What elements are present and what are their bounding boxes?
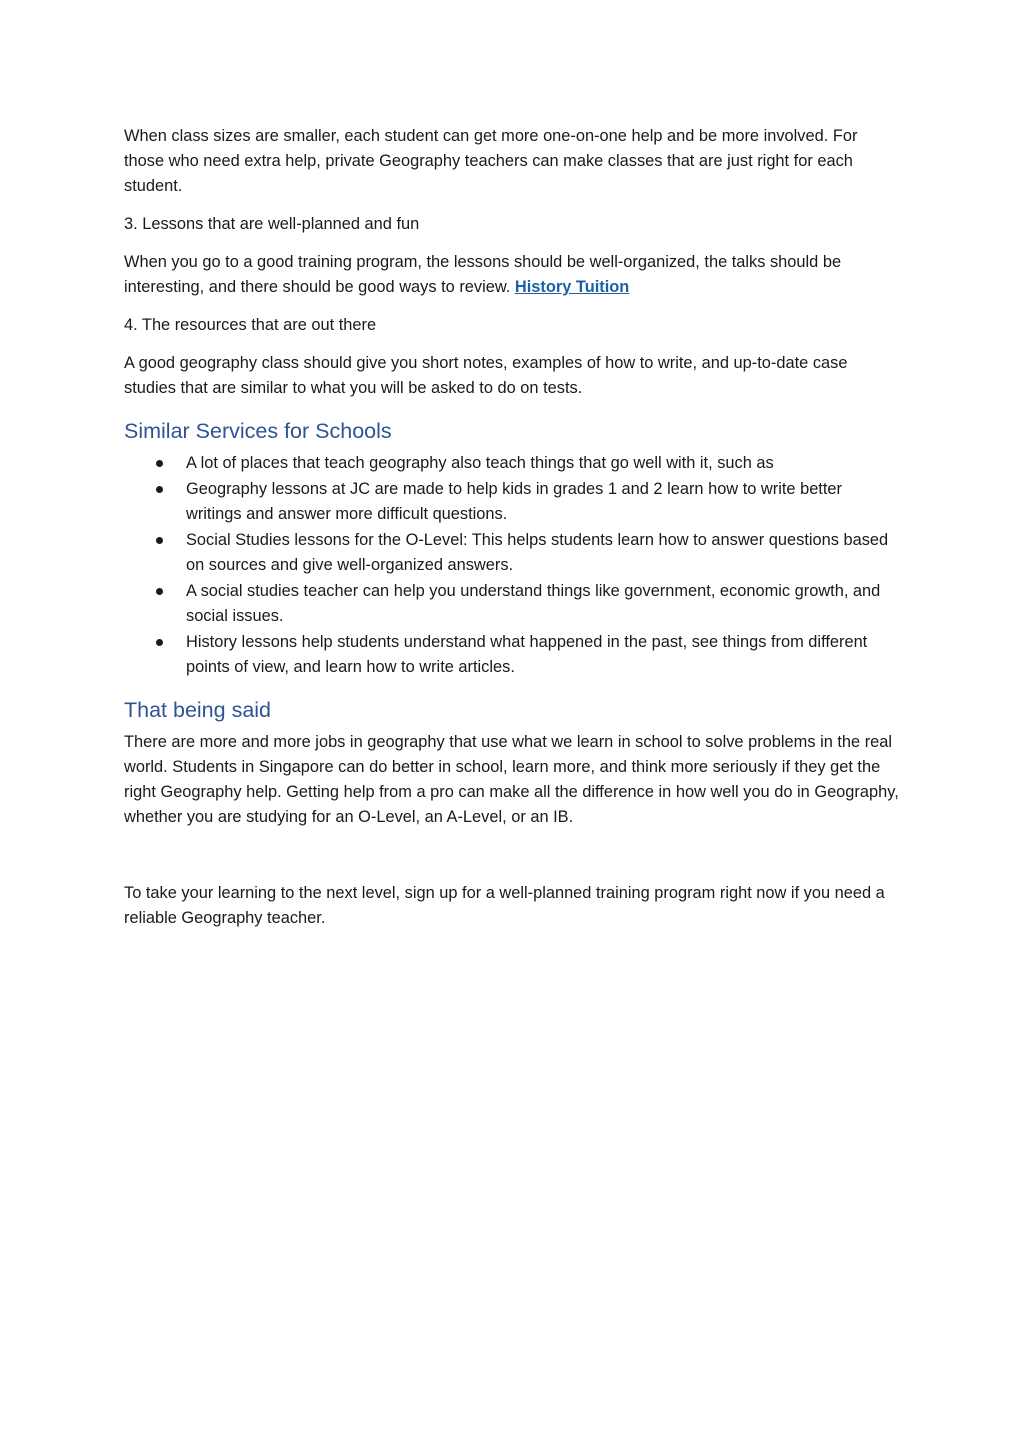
list-item xyxy=(124,579,899,629)
document-page xyxy=(124,124,899,944)
history-tuition-link[interactable]: History Tuition xyxy=(514,278,630,296)
paragraph-training-program xyxy=(124,250,899,300)
bullet-icon xyxy=(156,537,163,544)
paragraph-closing: To take your learning to the next level, sign up for a well-planned training program right now if you need a reliable Geography teacher. xyxy=(124,884,885,927)
list-item xyxy=(124,451,899,476)
list-item-text: A social studies teacher can help you understand things like government, economic growth, and social issues. xyxy=(186,582,881,625)
bullet-icon xyxy=(156,460,163,467)
list-item-text: A lot of places that teach geography also teach things that go well with it, such as xyxy=(186,454,774,472)
list-item-text: History lessons help students understand what happened in the past, see things from different points of view, and learn how to write articles. xyxy=(186,633,868,676)
list-item-text: Social Studies lessons for the O-Level: This helps students learn how to answer questions based on sources and give well-organized answers. xyxy=(186,531,889,574)
section-heading-that-being-said: That being said xyxy=(124,698,272,722)
paragraph-conclusion: There are more and more jobs in geography that use what we learn in school to solve problems in the real world. Students in Singapore can do better in school, learn more, and think more seriously if they get the right Geography help. Getting help from a pro can make all the difference in how well you do in Geography, whether you are studying for an O-Level, an A-Level, or an IB. xyxy=(124,733,899,826)
bullet-icon xyxy=(156,486,163,493)
list-item-text: Geography lessons at JC are made to help kids in grades 1 and 2 learn how to write better writings and answer more difficult questions. xyxy=(186,480,842,523)
bullet-icon xyxy=(156,588,163,595)
blank-spacer xyxy=(124,843,899,881)
bullet-icon xyxy=(156,639,163,646)
services-list xyxy=(124,451,899,680)
paragraph-class-sizes: When class sizes are smaller, each student can get more one-on-one help and be more involved. For those who need extra help, private Geography teachers can make classes that are just right for each student. xyxy=(124,127,858,195)
list-item xyxy=(124,528,899,578)
paragraph-lessons-heading: 3. Lessons that are well-planned and fun xyxy=(124,215,420,233)
list-item xyxy=(124,630,899,680)
list-item xyxy=(124,477,899,527)
paragraph-resources-heading: 4. The resources that are out there xyxy=(124,316,377,334)
section-heading-similar-services: Similar Services for Schools xyxy=(124,419,392,443)
paragraph-geography-class: A good geography class should give you short notes, examples of how to write, and up-to-date case studies that are similar to what you will be asked to do on tests. xyxy=(124,354,848,397)
paragraph-training-text: When you go to a good training program, the lessons should be well-organized, the talks should be interesting, and there should be good ways to review. xyxy=(124,253,842,296)
